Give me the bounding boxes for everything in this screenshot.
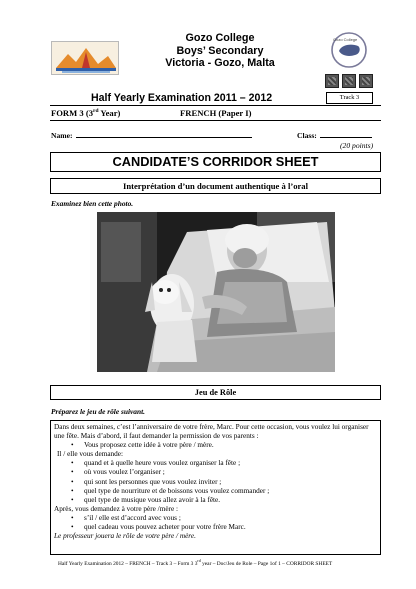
track-label: Track 3 bbox=[326, 92, 373, 104]
divider bbox=[50, 105, 381, 106]
role-apres: Après, vous demandez à votre père /mère : bbox=[54, 504, 179, 513]
name-field[interactable] bbox=[51, 130, 252, 140]
examinez-instruction: Examinez bien cette photo. bbox=[51, 199, 134, 208]
name-blank[interactable] bbox=[76, 130, 252, 138]
role-intro: Dans deux semaines, c’est l’anniversaire de votre frère, Marc. Pour cette occasion, vous voulez lui organiser une fête. Mais d’abord, il faut demander la permission de vos parents : bbox=[54, 423, 369, 441]
role-bullet: • Vous proposez cette idée à votre père / mère. bbox=[54, 441, 377, 450]
square-icon bbox=[325, 74, 339, 88]
role-question: • quand et à quelle heure vous voulez organiser la fête ; bbox=[54, 459, 377, 468]
role-final-question: • quel cadeau vous pouvez acheter pour votre frère Marc. bbox=[54, 523, 377, 532]
name-label: Name: bbox=[51, 131, 73, 140]
class-blank[interactable] bbox=[320, 130, 372, 138]
class-field[interactable] bbox=[297, 130, 372, 140]
footer-text-b: year – Doc/Jeu de Role – Page 1of 1 – CORRIDOR SHEET bbox=[200, 560, 333, 567]
square-icon bbox=[342, 74, 356, 88]
page-footer bbox=[58, 558, 332, 567]
role-question: • où vous voulez l’organiser ; bbox=[54, 468, 377, 477]
school-logo-left bbox=[51, 41, 119, 75]
role-questions bbox=[54, 459, 377, 504]
role-question: • quel type de musique vous allez avoir à la fête. bbox=[54, 496, 377, 505]
role-final-questions bbox=[54, 514, 377, 532]
school-line-2: Boys’ Secondary bbox=[176, 44, 264, 57]
sheet-title: CANDIDATE’S CORRIDOR SHEET bbox=[50, 152, 381, 172]
role-play-box bbox=[50, 420, 381, 555]
photo-woman-with-dog bbox=[97, 212, 335, 372]
role-bullets-a bbox=[54, 441, 377, 450]
divider bbox=[50, 120, 381, 121]
role-closing: Le professeur jouera le rôle de votre père / mère. bbox=[54, 532, 196, 541]
paper-label: FRENCH (Paper I) bbox=[180, 108, 252, 118]
interpretation-heading: Interprétation d’un document authentique à l’oral bbox=[50, 178, 381, 194]
square-icon bbox=[359, 74, 373, 88]
form-text-end: Year) bbox=[98, 108, 121, 118]
school-line-3: Victoria - Gozo, Malta bbox=[165, 57, 275, 70]
right-logo-text: Gozo College bbox=[333, 37, 358, 42]
exam-title: Half Yearly Examination 2011 – 2012 bbox=[91, 92, 273, 104]
form-text: FORM 3 (3 bbox=[51, 108, 94, 118]
form-sup: rd bbox=[93, 108, 99, 115]
jeu-de-role-heading: Jeu de Rôle bbox=[50, 385, 381, 400]
footer-sup: rd bbox=[197, 558, 201, 563]
role-il-elle: Il / elle vous demande: bbox=[57, 450, 124, 459]
role-question: • quel type de nourriture et de boissons vous voulez commander ; bbox=[54, 487, 377, 496]
footer-text-a: Half Yearly Examination 2012 – FRENCH – Track 3 – Form 3 3 bbox=[58, 560, 198, 567]
class-label: Class: bbox=[297, 131, 317, 140]
role-question: • qui sont les personnes que vous voulez inviter ; bbox=[54, 478, 377, 487]
points-label: (20 points) bbox=[340, 141, 374, 150]
school-logo-right bbox=[325, 31, 373, 69]
form-line bbox=[51, 108, 120, 118]
school-line-1: Gozo College bbox=[185, 32, 255, 44]
decorative-squares bbox=[325, 74, 373, 88]
role-final-question: • s’il / elle est d’accord avec vous ; bbox=[54, 514, 377, 523]
school-name bbox=[120, 32, 320, 70]
preparez-instruction: Préparez le jeu de rôle suivant. bbox=[51, 407, 146, 416]
